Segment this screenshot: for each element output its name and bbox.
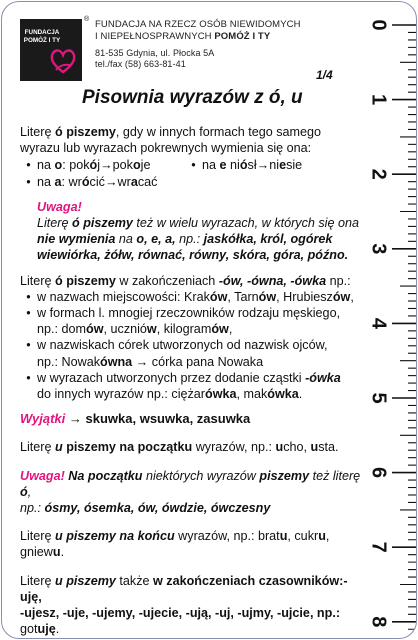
- rule-ow-endings: Literę ó piszemy w zakończeniach -ów, -ówna, -ówka np.:: [20, 273, 351, 288]
- page-number: 1/4: [316, 68, 333, 82]
- list-item: • na o: pokój→pokoje • na e niósł→niesie: [20, 157, 362, 173]
- list-item-continuation: np.: domów, uczniów, kilogramów,: [37, 322, 233, 337]
- bullet-icon: •: [191, 158, 196, 173]
- org-name-line2-text: I NIEPEŁNOSPRAWNYCH: [95, 30, 215, 42]
- logo-line1: FUNDACJA: [24, 29, 60, 36]
- bullet-icon: •: [26, 370, 31, 385]
- exceptions-line: Wyjątki → skuwka, wsuwka, zasuwka: [20, 411, 251, 427]
- address-text: 81-535 Gdynia, ul. Płocka 5A: [95, 48, 215, 58]
- bullet-icon: •: [26, 174, 31, 189]
- list-item-continuation: do innych wyrazów np.: ciężarówka, makówka.: [37, 387, 303, 402]
- heart-icon: [48, 46, 78, 76]
- list-item: • w nazwiskach córek utworzonych od nazwisk ojców,: [20, 337, 362, 353]
- ruler-label: 6: [367, 467, 390, 479]
- list-item: • w nazwach miejscowości: Kraków, Tarnów, Hrubieszów,: [20, 289, 362, 305]
- ruler-label: 5: [367, 392, 390, 404]
- bullet-icon: •: [26, 158, 31, 173]
- ruler-label: 3: [367, 243, 390, 255]
- org-name-line2: [95, 31, 301, 43]
- phone-text: tel./fax (58) 663-81-41: [95, 59, 186, 69]
- ruler-label: 4: [367, 317, 390, 329]
- registered-mark: ®: [84, 16, 90, 23]
- list-item: • w formach l. mnogiej rzeczowników rodzaju męskiego,: [20, 305, 362, 321]
- bullet-icon: •: [26, 306, 31, 321]
- uwaga-heading: Uwaga!: [37, 199, 82, 214]
- ruler-label: 2: [367, 168, 390, 180]
- exceptions-heading: Wyjątki: [20, 411, 66, 427]
- uwaga-note-1: Uwaga! Literę ó piszemy też w wielu wyrazach, w których się ona nie wymienia na o, e, a, np.: jaskółka, król, ogórek wiewiórka, żółw, równać, równy, skóra, góra, późno.: [37, 199, 359, 263]
- page-title: Pisownia wyrazów z ó, u: [82, 87, 303, 108]
- org-address: [95, 48, 301, 70]
- list-item-continuation: np.: Nowakówna → córka pana Nowaka: [37, 354, 264, 369]
- arrow-icon: →: [65, 411, 86, 427]
- org-name-line2-bold: POMÓŻ I TY: [214, 30, 271, 42]
- organization-info: [95, 19, 301, 70]
- rule-u-start: Literę u piszemy na początku wyrazów, np.: ucho, usta.: [20, 440, 339, 455]
- ruler-label: 0: [367, 19, 390, 31]
- rule-u-end: Literę u piszemy na końcu wyrazów, np.: bratu, cukru, gniewu.: [20, 529, 330, 560]
- uwaga-note-2: Uwaga! Na początku niektórych wyrazów piszemy też literę ó, np.: ósmy, ósemka, ów, ówdzie, ówczesny: [20, 468, 361, 516]
- rules-content: [20, 124, 362, 637]
- bullet-icon: •: [26, 289, 31, 304]
- centimeter-ruler: [338, 2, 417, 639]
- list-item: • na a: wrócić→wracać: [20, 174, 362, 190]
- ruler-label: 7: [367, 541, 390, 553]
- uwaga-heading: Uwaga!: [20, 468, 65, 483]
- logo-text: [22, 29, 62, 45]
- ruler-label: 1: [367, 94, 390, 106]
- rule-o-exchange: Literę ó piszemy, gdy w innych formach tego samego wyrazu lub wyrazach pokrewnych wymienia się ona:: [20, 125, 322, 156]
- org-name-line1: FUNDACJA NA RZECZ OSÓB NIEWIDOMYCH: [95, 19, 301, 30]
- list-item: • w wyrazach utworzonych przez dodanie cząstki -ówka: [20, 370, 362, 386]
- info-card: [1, 1, 417, 639]
- rule-u-verbs: Literę u piszemy także w zakończeniach czasowników:-uję, -ujesz, -uje, -ujemy, -ujecie, -ują, -uj, -ujmy, -ujcie, np.: gotuję.: [20, 573, 348, 637]
- bullet-icon: •: [26, 338, 31, 353]
- logo-line2: POMÓŻ I TY: [23, 37, 61, 44]
- foundation-logo: [20, 19, 82, 81]
- ruler-label: 8: [367, 616, 390, 628]
